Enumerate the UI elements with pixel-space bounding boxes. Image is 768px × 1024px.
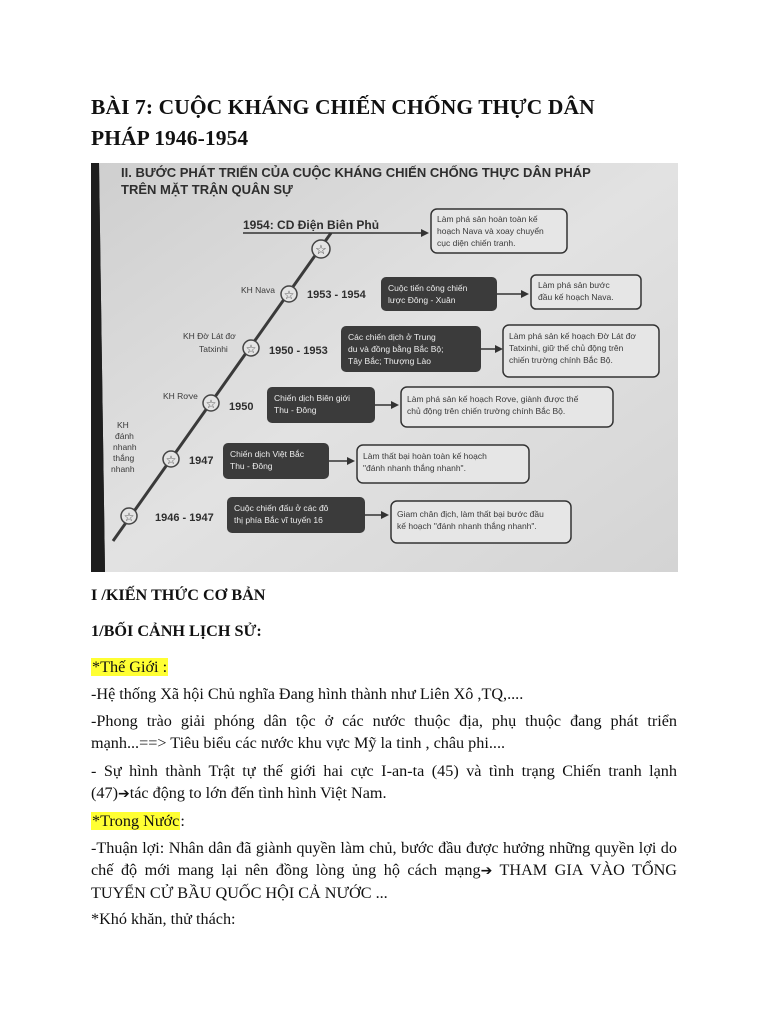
row-event-line-1-1953-1954: Cuộc tiến công chiến <box>388 283 468 293</box>
plan-nava-label: KH Nava <box>241 285 276 295</box>
domestic-label-colon: : <box>180 812 185 830</box>
plan-revers-label: KH Rơve <box>163 391 198 401</box>
plan-delattre-label-2: Tatxinhi <box>199 344 228 354</box>
row-result-line-1-1953-1954: Làm phá sản bước <box>538 280 610 290</box>
row-event-line-1-1946-1947: Cuộc chiến đấu ở các đô <box>234 503 329 513</box>
title-line-1: BÀI 7: CUỘC KHÁNG CHIẾN CHỐNG THỰC DÂN <box>91 95 595 119</box>
arrow-right-icon: ➔ <box>480 863 493 879</box>
star-icon-1954 <box>312 240 330 258</box>
svg-text:☆: ☆ <box>283 288 295 302</box>
row-result-line-2-1946-1947: kế hoạch "đánh nhanh thắng nhanh". <box>397 521 537 531</box>
row-event-line-2-1947: Thu - Đông <box>230 461 273 471</box>
row-event-line-2-1946-1947: thị phía Bắc vĩ tuyến 16 <box>234 515 323 525</box>
domestic-paragraph-1-start: -Thuận lợi: Nhân dân đã giành quyền làm chủ, bước đầu được hưởng những quyền lợi do chế độ mới mang lại nên đồng lòng ủng hộ cách mạng <box>91 839 677 879</box>
world-label: *Thế Giới : <box>92 658 168 676</box>
top-result-line-1: Làm phá sản hoàn toàn kế <box>437 214 538 224</box>
plan-blitz-label-4: thắng <box>113 453 135 463</box>
row-event-line-2-1950-1953: du và đồng bằng Bắc Bộ; <box>348 344 444 354</box>
plan-blitz-label-2: đánh <box>115 431 134 441</box>
timeline-diagram <box>91 163 678 572</box>
svg-text:☆: ☆ <box>245 342 257 356</box>
row-result-line-1-1950-1953: Làm phá sản kế hoạch Đờ Lát đơ <box>509 331 636 341</box>
world-label-line <box>91 656 677 678</box>
star-icon-1950-1953 <box>243 340 259 356</box>
domestic-label-line <box>91 810 677 832</box>
svg-text:☆: ☆ <box>205 397 217 411</box>
star-icon-1947 <box>163 451 179 467</box>
row-year-1953-1954: 1953 - 1954 <box>307 289 366 301</box>
row-result-line-1-1950: Làm phá sản kế hoạch Rơve, giành được thế <box>407 394 579 404</box>
row-result-line-1-1947: Làm thất bại hoàn toàn kế hoạch <box>363 451 487 461</box>
row-result-line-2-1947: "đánh nhanh thắng nhanh". <box>363 463 466 473</box>
row-event-line-3-1950-1953: Tây Bắc; Thượng Lào <box>348 356 431 366</box>
row-year-1950: 1950 <box>229 401 254 413</box>
svg-text:☆: ☆ <box>315 242 327 257</box>
domestic-paragraph-1-end: THAM GIA VÀO TỔNG TUYỂN CỬ BẦU QUỐC HỘI CẢ NƯỚC ... <box>91 861 677 902</box>
domestic-paragraph-1 <box>91 837 677 904</box>
world-paragraph-1: -Hệ thống Xã hội Chủ nghĩa Đang hình thành như Liên Xô ,TQ,.... <box>91 685 524 703</box>
svg-text:☆: ☆ <box>123 510 135 524</box>
row-result-line-1-1946-1947: Giam chân địch, làm thất bại bước đầu <box>397 509 544 519</box>
row-result-line-2-1950: chủ động trên chiến trường chính Bắc Bộ. <box>407 406 566 416</box>
row-result-line-3-1950-1953: chiến trường chính Bắc Bộ. <box>509 355 613 365</box>
arrow-right-icon: ➔ <box>117 786 130 802</box>
row-event-line-2-1953-1954: lược Đông - Xuân <box>388 295 456 305</box>
svg-text:☆: ☆ <box>165 453 177 467</box>
domestic-paragraph-2: *Khó khăn, thử thách: <box>91 910 236 928</box>
section-subheading: 1/BỐI CẢNH LỊCH SỬ: <box>91 622 262 640</box>
star-icon-1953 <box>281 286 297 302</box>
world-paragraph-3-start: - Sự hình thành Trật tự thế giới hai cực I-an-ta (45) và tình trạng Chiến tranh lạnh (47) <box>91 762 677 802</box>
plan-blitz-label-1: KH <box>117 420 129 430</box>
world-paragraph-2: -Phong trào giải phóng dân tộc ở các nước thuộc địa, phụ thuộc đang phát triển mạnh...==> Tiêu biểu các nước khu vực Mỹ la tinh , châu phi.... <box>91 712 677 752</box>
plan-delattre-label-1: KH Đờ Lát đơ <box>183 331 236 341</box>
domestic-label: *Trong Nước <box>92 812 180 830</box>
figure-heading-line-2: TRÊN MẶT TRẬN QUÂN SỰ <box>121 182 293 197</box>
row-result-line-2-1950-1953: Tatxinhi, giữ thế chủ động trên <box>509 343 624 353</box>
row-year-1946-1947: 1946 - 1947 <box>155 512 214 524</box>
row-year-1947: 1947 <box>189 455 214 467</box>
top-result-line-3: cục diện chiến tranh. <box>437 238 516 248</box>
world-paragraph-3-end: tác động to lớn đến tình hình Việt Nam. <box>129 784 387 802</box>
top-result-line-2: hoạch Nava và xoay chuyển <box>437 226 544 236</box>
plan-blitz-label-3: nhanh <box>113 442 137 452</box>
row-event-line-1-1947: Chiến dịch Việt Bắc <box>230 449 305 459</box>
row-event-line-1-1950-1953: Các chiến dịch ở Trung <box>348 332 436 342</box>
star-icon-1946 <box>121 508 137 524</box>
section-heading: I /KIẾN THỨC CƠ BẢN <box>91 586 266 604</box>
world-paragraph-3 <box>91 760 677 805</box>
row-result-line-2-1953-1954: đầu kế hoạch Nava. <box>538 292 614 302</box>
timeline-photo <box>91 163 678 572</box>
star-icon-1950 <box>203 395 219 411</box>
row-event-line-2-1950: Thu - Đông <box>274 405 317 415</box>
figure-heading-line-1: II. BƯỚC PHÁT TRIỂN CỦA CUỘC KHÁNG CHIẾN CHỐNG THỰC DÂN PHÁP <box>121 165 591 180</box>
document-title <box>91 92 691 154</box>
title-line-2: PHÁP 1946-1954 <box>91 126 249 150</box>
top-year-label: 1954: CD Điện Biên Phủ <box>243 218 380 232</box>
plan-blitz-label-5: nhanh <box>111 464 135 474</box>
row-event-line-1-1950: Chiến dịch Biên giới <box>274 393 350 403</box>
row-year-1950-1953: 1950 - 1953 <box>269 345 328 357</box>
